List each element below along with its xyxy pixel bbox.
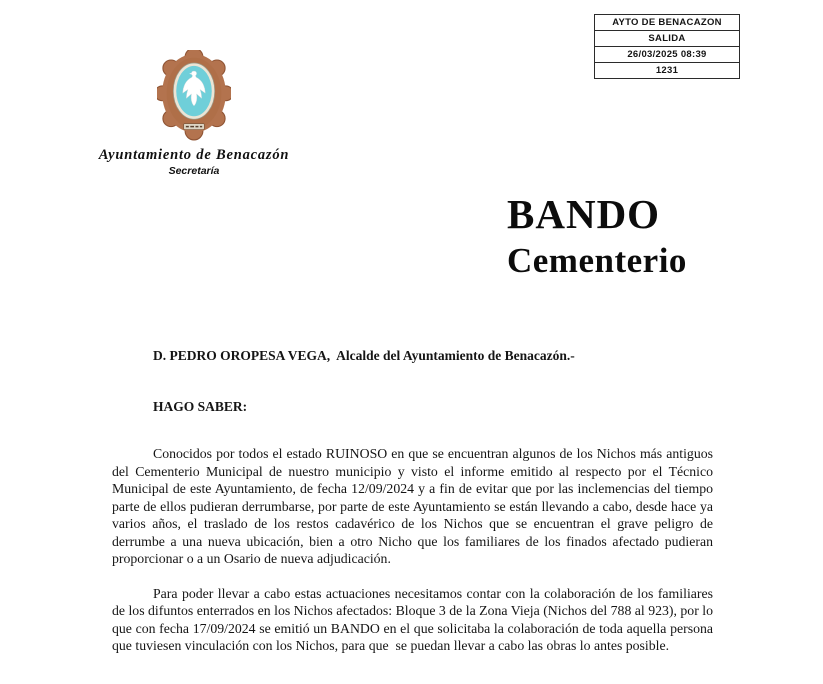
- organization-name: Ayuntamiento de Benacazón: [98, 147, 290, 163]
- organization-department: Secretaría: [168, 165, 220, 177]
- stamp-datetime: 26/03/2025 08:39: [595, 47, 739, 63]
- document-subtitle: Cementerio: [507, 241, 687, 280]
- body-paragraph-2: Para poder llevar a cabo estas actuaciones necesitamos contar con la colaboración de los familiares de los difuntos enterrados en los Nichos afectados: Bloque 3 de la Zona Vieja (Nichos del 788 al 923), por lo que con fecha 17/09/2024 se emitió un BANDO en el que solicitaba la colaboración de toda aquella persona que tuviesen vinculación con los Nichos, para que se puedan llevar a cabo las obras lo antes posible.: [112, 585, 720, 653]
- document-body: [112, 445, 720, 672]
- hago-saber-heading: HAGO SABER:: [153, 399, 248, 414]
- document-title-block: [507, 190, 687, 284]
- registry-stamp-box: [594, 14, 740, 79]
- stamp-register-number: 1231: [655, 65, 679, 76]
- stamp-organization: AYTO DE BENACAZON: [595, 15, 739, 31]
- body-paragraph-1: Conocidos por todos el estado RUINOSO en que se encuentran algunos de los Nichos más antiguos del Cementerio Municipal de nuestro municipio y visto el informe emitido al respecto por el Técnico Municipal de este Ayuntamiento, de fecha 12/09/2024 y a fin de evitar que por las inclemencias del tiempo parte de ellos pudieran derrumbarse, por parte de este Ayuntamiento se están llevando a cabo, desde hace ya varios años, el traslado de los restos cadavérico de los Nichos que se encuentran el grave peligro de derrumbe a una nueva ubicación, bien a otro Nicho que los familiares de los finados afectado pudieran proporcionar o a un Osario de nueva adjudicación.: [112, 446, 717, 566]
- letterhead: [88, 50, 300, 177]
- mayor-salutation-line: D. PEDRO OROPESA VEGA, Alcalde del Ayuntamiento de Benacazón.-: [153, 348, 575, 363]
- municipal-seal-icon: [157, 50, 231, 144]
- stamp-register-type: SALIDA: [595, 31, 739, 47]
- document-title: BANDO: [507, 191, 661, 237]
